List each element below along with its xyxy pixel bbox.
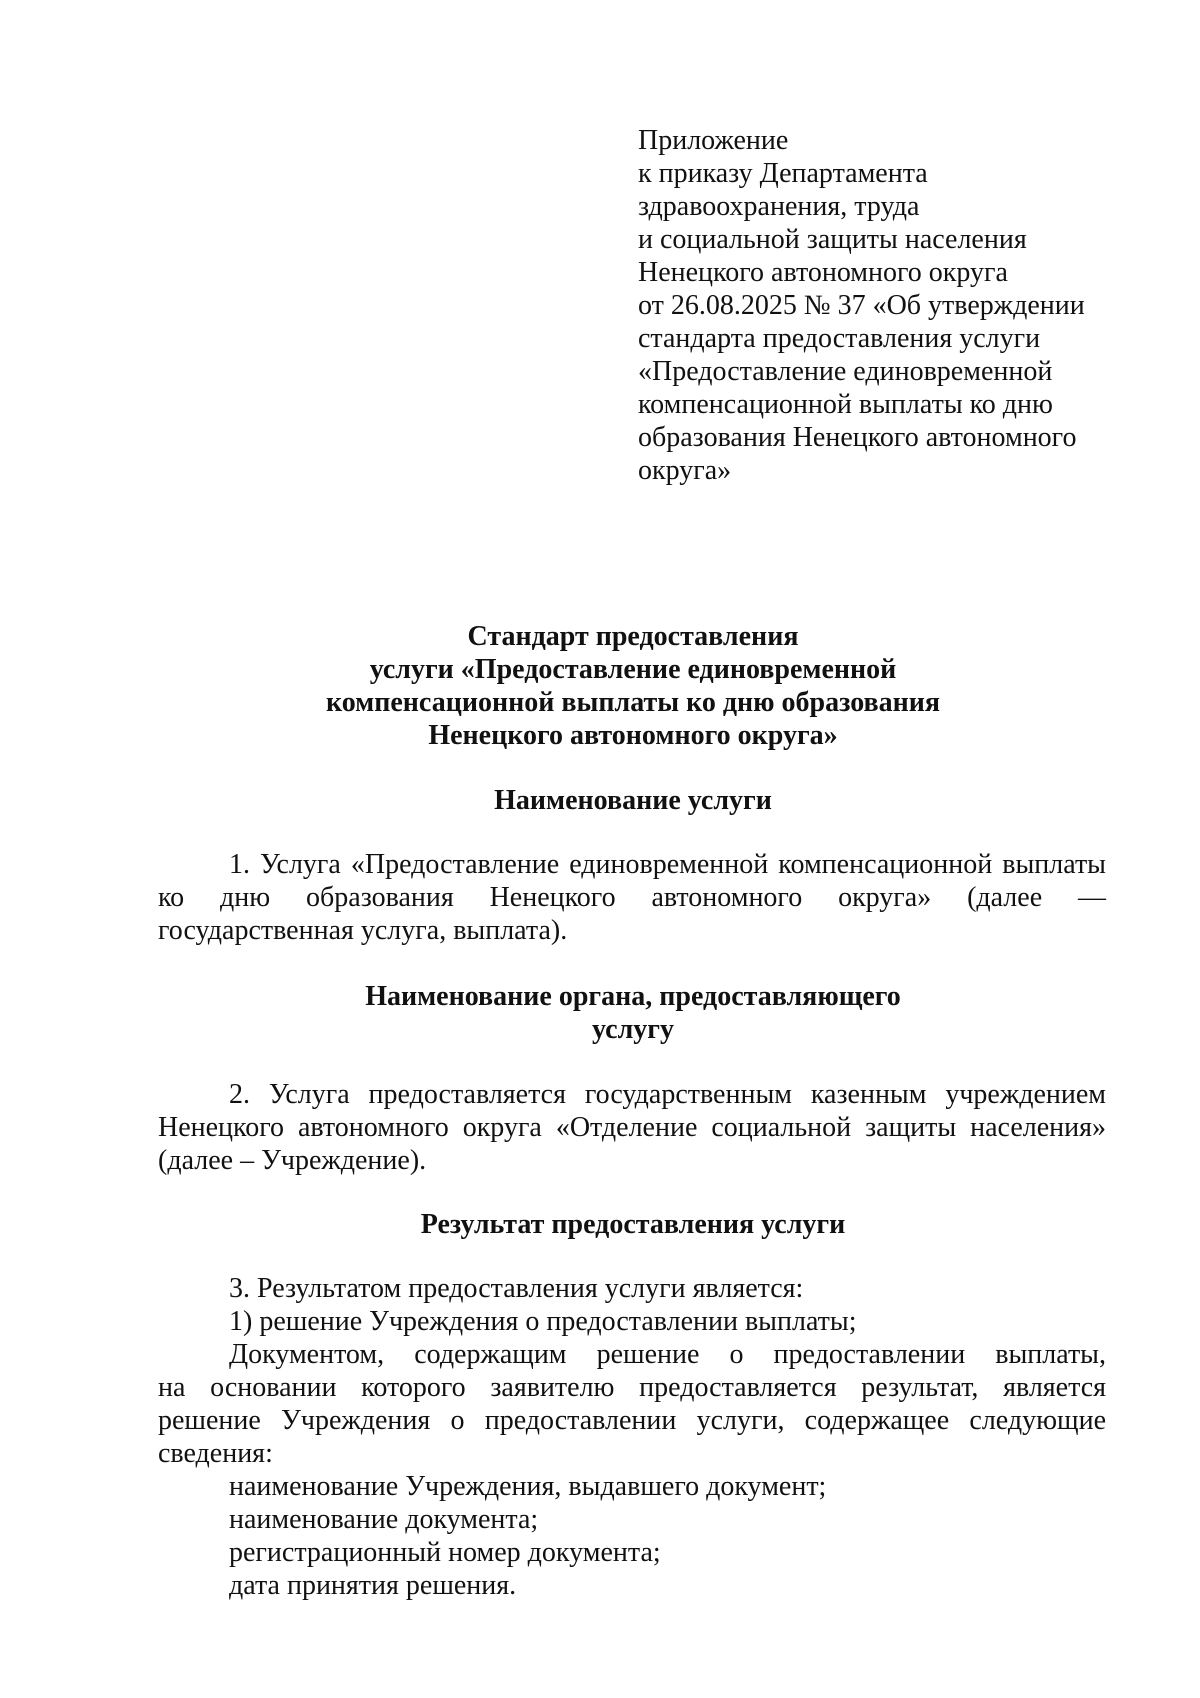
appendix-line: здравоохранения, труда xyxy=(638,191,920,222)
paragraph-line: 3. Результатом предоставления услуги является: xyxy=(229,1273,804,1304)
paragraph-line: 1. Услуга «Предоставление единовременной компенсационной выплаты xyxy=(229,849,1106,880)
appendix-line: и социальной защиты населения xyxy=(638,224,1027,255)
appendix-line: к приказу Департамента xyxy=(638,158,928,189)
list-item: 1) решение Учреждения о предоставлении выплаты; xyxy=(229,1306,857,1337)
list-item: дата принятия решения. xyxy=(229,1570,517,1601)
title-line: компенсационной выплаты ко дню образования xyxy=(325,687,941,718)
appendix-line: стандарта предоставления услуги xyxy=(638,323,1041,354)
paragraph-line: 2. Услуга предоставляется государственным казенным учреждением xyxy=(229,1079,1106,1110)
title-line: Ненецкого автономного округа» xyxy=(428,720,838,751)
appendix-line: компенсационной выплаты ко дню xyxy=(638,389,1053,420)
section-3-heading xyxy=(158,1208,1108,1241)
heading-line: Результат предоставления услуги xyxy=(420,1209,846,1240)
appendix-line: «Предоставление единовременной xyxy=(638,356,1053,387)
appendix-header xyxy=(638,124,1138,487)
heading-line: Наименование органа, предоставляющего xyxy=(365,981,901,1012)
heading-line: услугу xyxy=(592,1014,674,1045)
title-line: Стандарт предоставления xyxy=(467,621,799,652)
paragraph-line: Ненецкого автономного округа «Отделение социальной защиты населения» xyxy=(158,1112,1106,1143)
paragraph-line: (далее – Учреждение). xyxy=(158,1145,427,1176)
appendix-line: Ненецкого автономного округа xyxy=(638,257,1008,288)
section-2-paragraph xyxy=(158,1078,1106,1177)
list-item: регистрационный номер документа; xyxy=(229,1537,661,1568)
section-2-heading xyxy=(158,980,1108,1046)
appendix-line: округа» xyxy=(638,455,732,486)
heading-line: Наименование услуги xyxy=(494,785,772,816)
list-item: наименование Учреждения, выдавшего документ; xyxy=(229,1471,827,1502)
document-title xyxy=(158,620,1108,752)
list-item: наименование документа; xyxy=(229,1504,539,1535)
paragraph-line: Документом, содержащим решение о предоставлении выплаты, xyxy=(229,1339,1106,1370)
paragraph-line: государственная услуга, выплата). xyxy=(158,915,568,946)
paragraph-line: ко дню образования Ненецкого автономного округа» (далее — xyxy=(158,882,1106,913)
paragraph-line: сведения: xyxy=(158,1438,273,1469)
section-3-body xyxy=(158,1272,1106,1602)
appendix-line: образования Ненецкого автономного xyxy=(638,422,1077,453)
title-line: услуги «Предоставление единовременной xyxy=(369,654,897,685)
section-1-heading xyxy=(158,784,1108,817)
section-1-paragraph xyxy=(158,848,1106,947)
appendix-line: Приложение xyxy=(638,125,789,156)
paragraph-line: на основании которого заявителю предоставляется результат, является xyxy=(158,1372,1106,1403)
paragraph-line: решение Учреждения о предоставлении услуги, содержащее следующие xyxy=(158,1405,1106,1436)
appendix-line: от 26.08.2025 № 37 «Об утверждении xyxy=(638,290,1085,321)
